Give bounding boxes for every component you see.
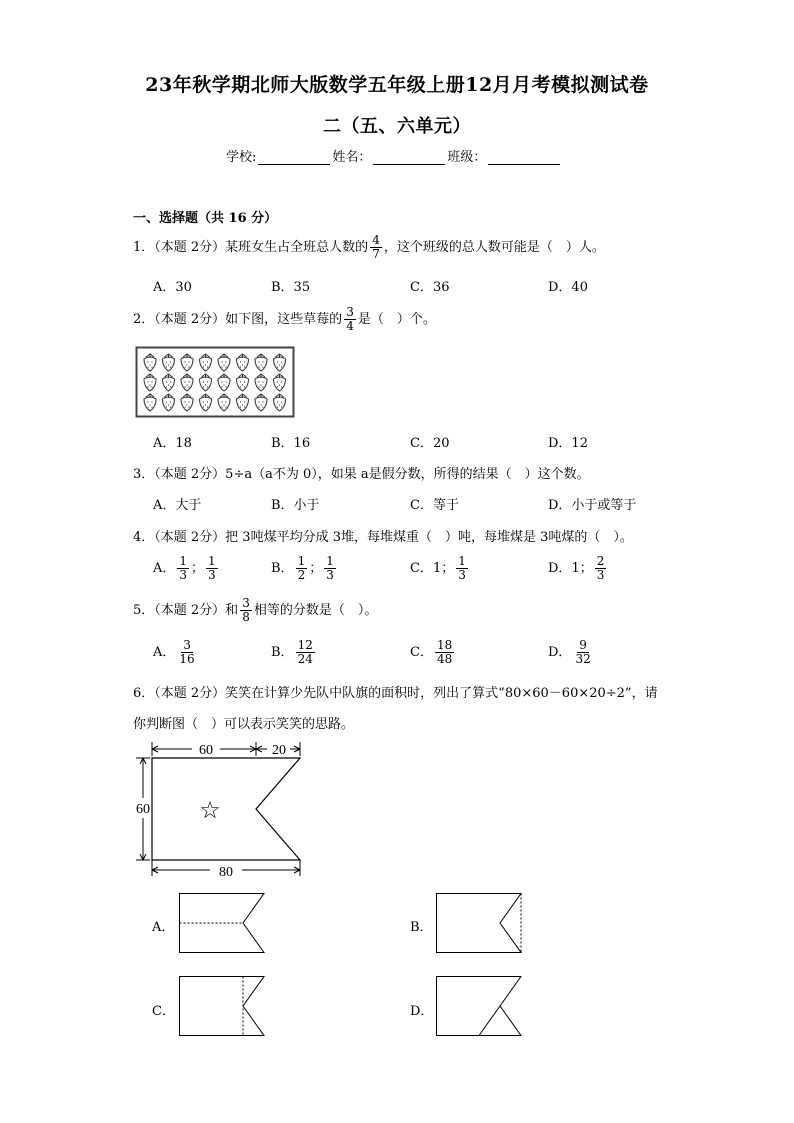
q6-option-a-label[interactable]: A． bbox=[152, 920, 175, 935]
name-field[interactable] bbox=[373, 152, 445, 165]
question-text: 2．（本题 2分）如下图，这些草莓的 bbox=[133, 312, 343, 327]
question-2 bbox=[133, 304, 436, 336]
q4-option-c[interactable]: C．1； $\frac{1}{3}$ bbox=[410, 554, 466, 582]
q2-option-d[interactable]: D．12 bbox=[548, 436, 588, 451]
star-icon: ☆ bbox=[199, 796, 221, 824]
student-info-line bbox=[226, 146, 562, 165]
q6-option-c-figure[interactable] bbox=[179, 976, 265, 1036]
name-label: 姓名： bbox=[332, 150, 372, 165]
q2-option-a[interactable]: A．18 bbox=[153, 436, 192, 451]
q5-option-b[interactable]: B． $\frac{12}{24}$ bbox=[271, 638, 313, 666]
q6-option-b-label[interactable]: B． bbox=[410, 920, 433, 935]
class-field[interactable] bbox=[488, 152, 560, 165]
question-text: 是（ ）个。 bbox=[357, 312, 436, 327]
dim-left: 60 bbox=[136, 802, 150, 817]
page-subtitle: 二（五、六单元） bbox=[323, 116, 471, 137]
dim-top-right: 20 bbox=[272, 743, 286, 758]
question-6-line-1: 6．（本题 2分）笑笑在计算少先队中队旗的面积时，列出了算式“80×60－60×20÷2”，请 bbox=[133, 686, 658, 701]
q4-option-b[interactable]: B． $\frac{1}{2}$ ； $\frac{1}{3}$ bbox=[271, 554, 334, 582]
class-label: 班级： bbox=[447, 150, 487, 165]
question-1 bbox=[133, 232, 605, 264]
q6-option-d-label[interactable]: D． bbox=[410, 1004, 434, 1019]
q6-option-d-figure[interactable] bbox=[436, 976, 522, 1036]
fraction: $\frac{4}{7}$ bbox=[372, 233, 380, 261]
q6-option-b-figure[interactable] bbox=[436, 893, 522, 953]
q2-option-c[interactable]: C．20 bbox=[410, 436, 450, 451]
question-5: 5．（本题 2分）和 $\frac{3}{8}$ 相等的分数是（ ）。 bbox=[133, 596, 378, 624]
strawberry-figure bbox=[136, 347, 294, 417]
q3-option-b[interactable]: B．小于 bbox=[271, 498, 320, 513]
question-text: ，这个班级的总人数可能是（ ）人。 bbox=[383, 240, 605, 255]
q1-option-a[interactable]: A．30 bbox=[153, 280, 192, 295]
question-6-line-2: 你判断图（ ）可以表示笑笑的思路。 bbox=[133, 717, 355, 732]
q1-option-d[interactable]: D．40 bbox=[548, 280, 588, 295]
q4-option-a[interactable]: A． $\frac{1}{3}$ ； $\frac{1}{3}$ bbox=[153, 554, 216, 582]
q1-option-c[interactable]: C．36 bbox=[410, 280, 450, 295]
school-label: 学校: bbox=[226, 150, 257, 165]
q3-option-c[interactable]: C．等于 bbox=[410, 498, 459, 513]
section-title: 一、选择题（共 16 分） bbox=[133, 211, 278, 226]
q6-option-c-label[interactable]: C． bbox=[152, 1004, 175, 1019]
school-field[interactable] bbox=[258, 152, 330, 165]
flag-diagram bbox=[130, 738, 310, 880]
q3-option-a[interactable]: A．大于 bbox=[153, 498, 202, 513]
q6-option-a-figure[interactable] bbox=[179, 893, 265, 953]
q2-option-b[interactable]: B．16 bbox=[271, 436, 311, 451]
q4-option-d[interactable]: D．1； $\frac{2}{3}$ bbox=[548, 554, 605, 582]
dim-top-left: 60 bbox=[199, 743, 213, 758]
question-4: 4．（本题 2分）把 3吨煤平均分成 3堆，每堆煤重（ ）吨，每堆煤是 3吨煤的（ ）。 bbox=[133, 530, 633, 545]
question-text: 1．（本题 2分）某班女生占全班总人数的 bbox=[133, 240, 369, 255]
q5-option-a[interactable]: A． $\frac{3}{16}$ bbox=[153, 638, 195, 666]
q5-option-d[interactable]: D． $\frac{9}{32}$ bbox=[548, 638, 591, 666]
q3-option-d[interactable]: D．小于或等于 bbox=[548, 498, 637, 513]
fraction: $\frac{3}{4}$ bbox=[346, 305, 354, 333]
question-3: 3．（本题 2分）5÷a（a不为 0），如果 a是假分数，所得的结果（ ）这个数。 bbox=[133, 467, 590, 482]
q1-option-b[interactable]: B．35 bbox=[271, 280, 311, 295]
page-title: 23年秋学期北师大版数学五年级上册12月月考模拟测试卷 bbox=[145, 74, 649, 96]
dim-bottom: 80 bbox=[219, 865, 233, 880]
q5-option-c[interactable]: C． $\frac{18}{48}$ bbox=[410, 638, 453, 666]
